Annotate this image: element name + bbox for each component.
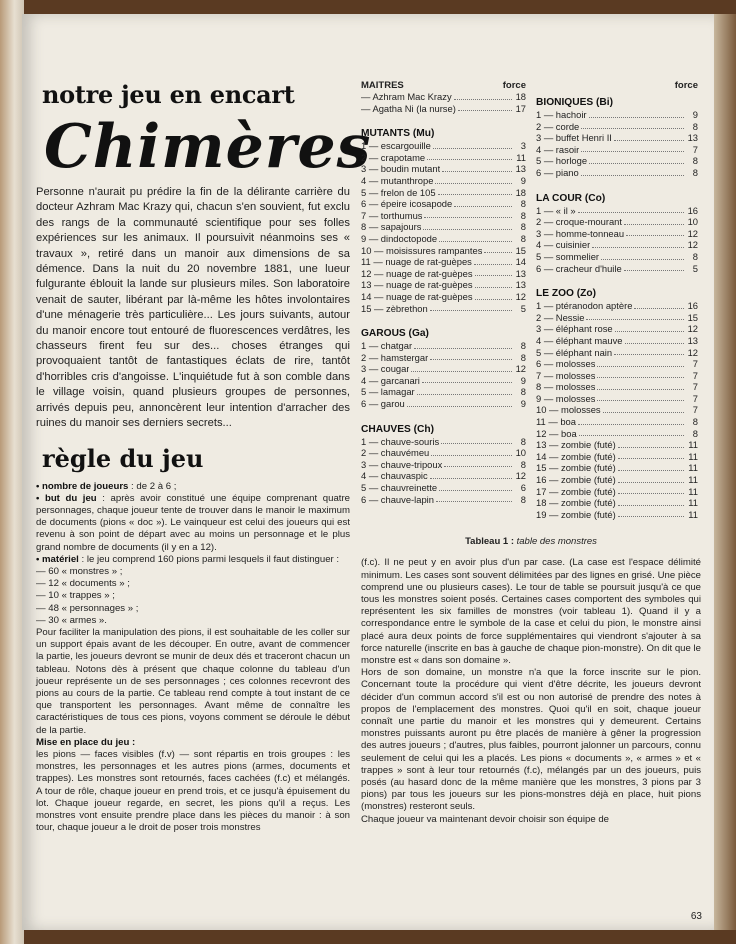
monster-force: 8 bbox=[520, 493, 526, 505]
monster-force: 10 bbox=[515, 447, 526, 459]
monster-name: 2 — corde bbox=[536, 120, 580, 132]
monster-name: 4 — rasoir bbox=[536, 143, 580, 155]
monster-group bbox=[361, 128, 526, 314]
page-stack-edge bbox=[714, 14, 736, 930]
monster-force: 8 bbox=[692, 250, 698, 262]
dot-leader bbox=[454, 91, 512, 100]
rule-label: Mise en place du jeu : bbox=[36, 736, 136, 748]
table-row bbox=[361, 398, 526, 410]
table-row bbox=[361, 91, 526, 103]
table-row bbox=[536, 263, 698, 275]
rule-label: • but du jeu bbox=[36, 492, 97, 504]
table-row bbox=[536, 335, 698, 347]
monster-force: 5 bbox=[520, 302, 526, 314]
monster-force: 11 bbox=[688, 485, 698, 497]
dot-leader bbox=[579, 428, 684, 437]
monster-name: 2 — chauvémeu bbox=[361, 447, 430, 459]
monster-force: 8 bbox=[520, 340, 526, 352]
table-row bbox=[536, 205, 698, 217]
dot-leader bbox=[430, 303, 512, 312]
dot-leader bbox=[581, 121, 684, 130]
dot-leader bbox=[438, 187, 512, 196]
table-row bbox=[361, 233, 526, 245]
monster-group bbox=[361, 80, 526, 114]
monster-name: 13 — nuage de rat-guèpes bbox=[361, 279, 473, 291]
dot-leader bbox=[597, 370, 684, 379]
dot-leader bbox=[597, 358, 684, 367]
monster-force: 8 bbox=[520, 221, 526, 233]
monster-force: 8 bbox=[692, 416, 698, 428]
monster-force: 12 bbox=[515, 470, 526, 482]
monster-name: 4 — chauvaspic bbox=[361, 470, 428, 482]
dot-leader bbox=[442, 163, 512, 172]
monster-force: 8 bbox=[520, 458, 526, 470]
monster-name: 11 — boa bbox=[536, 416, 576, 428]
group-title: LA COUR (Co) bbox=[536, 192, 606, 204]
force-header bbox=[536, 80, 698, 91]
monster-force: 18 bbox=[515, 91, 526, 102]
monster-force: 13 bbox=[687, 334, 698, 346]
rule-label: • nombre de joueurs bbox=[36, 480, 129, 492]
table-row bbox=[361, 198, 526, 210]
monster-name: 6 — épeire icosapode bbox=[361, 198, 453, 210]
monster-force: 16 bbox=[687, 204, 698, 216]
body-paragraph: Hors de son domaine, un monstre n'a que la force inscrite sur le pion. Concernant toute la procédure qui vient d'être décrite, les joueurs devront décider d'un commun accord s'il est ou non autorisé de prendre des notes à propos de l'emplacement des monstres. Quoi qu'il en soit, chaque joueur connaît une partie du manoir et les monstres qui y demeurent. Certains monstres puissants auront pu être placés de manière à gêner la progression des autres joueurs ; d'autres, plus faibles, pourront jalonner un parcours, connu seulement de celui qui les a placés. Les pions « documents », « armes » et « trappes » sont à leur tour retournés (f.c), mélangés par un des joueurs, puis posés (au hasard donc de la même manière que les monstres, 3 pions par 3 pions) par tous les joueurs sur les pions-monstres déjà en place, huit pions (monstres) resteront seuls. bbox=[361, 667, 701, 813]
kicker-heading: notre jeu en encart bbox=[42, 80, 295, 109]
monster-name: 3 — éléphant rose bbox=[536, 323, 613, 335]
monster-force: 12 bbox=[515, 363, 526, 375]
table-row bbox=[361, 279, 526, 291]
monster-force: 11 bbox=[688, 450, 698, 462]
monster-name: 2 — hamstergar bbox=[361, 351, 429, 363]
monster-force: 12 bbox=[687, 227, 698, 239]
dot-leader bbox=[581, 144, 684, 153]
dot-leader bbox=[439, 482, 512, 491]
dot-leader bbox=[414, 340, 512, 349]
monster-force: 8 bbox=[692, 427, 698, 439]
table-row bbox=[361, 152, 526, 164]
caption-text: table des monstres bbox=[514, 536, 597, 548]
dot-leader bbox=[423, 221, 512, 230]
monster-name: 5 — horloge bbox=[536, 155, 588, 167]
monster-force: 7 bbox=[692, 392, 698, 404]
monster-name: 1 — escargouille bbox=[361, 140, 431, 152]
dot-leader bbox=[439, 233, 512, 242]
intro-paragraph: Personne n'aurait pu prédire la fin de la délirante carrière du docteur Azhram Mac Krazy qui, chacun s'en souvient, fut exclu des rangs de la communauté scientifique pour ses folles expériences sur les animaux. Il poursuivit néanmoins ses « travaux », retiré dans un manoir aux dimensions de sa démence. Dans la nuit du 20 novembre 1881, une lueur fulgurante éblouit la lande sur plusieurs miles. Son laboratoire venait de sauter, libérant par là-même les hôtes involontaires d'une ménagerie très particulière... Les jours suivants, autour du manoir encore tout entouré de fluorescences verdâtres, les chasseurs firent feu sur des... choses étranges qui provoquaient tantôt de fantastiques éclats de rire, tantôt d'horribles cris d'angoisse. L'inquiétude fut à son comble dans le village voisin, quand plusieurs groupes de personnes, arrivés depuis peu, annoncèrent leur intention d'arracher des ruines du manoir ses derniers secrets... bbox=[36, 186, 350, 430]
list-item: — 12 « documents » ; bbox=[36, 578, 130, 590]
table-row bbox=[361, 436, 526, 448]
monster-force: 13 bbox=[515, 279, 526, 291]
table-row bbox=[536, 167, 698, 179]
table-row bbox=[536, 416, 698, 428]
monster-name: 1 — chauve-souris bbox=[361, 435, 440, 447]
table-row bbox=[536, 358, 698, 370]
monster-force: 7 bbox=[692, 369, 698, 381]
table-row bbox=[536, 393, 698, 405]
monster-name: 16 — zombie (futé) bbox=[536, 474, 616, 486]
monster-force: 15 bbox=[687, 311, 698, 323]
monster-name: 13 — zombie (futé) bbox=[536, 439, 616, 451]
table-row bbox=[361, 291, 526, 303]
table-row bbox=[536, 144, 698, 156]
monster-force: 9 bbox=[520, 374, 526, 386]
facing-page-edge bbox=[0, 0, 24, 944]
monster-name: 4 — cuisinier bbox=[536, 239, 591, 251]
monster-name: 8 — sapajours bbox=[361, 221, 422, 233]
table-row bbox=[361, 175, 526, 187]
monster-force: 6 bbox=[520, 482, 526, 494]
dot-leader bbox=[436, 494, 512, 503]
table-row bbox=[536, 509, 698, 521]
dot-leader bbox=[433, 140, 512, 149]
monster-force: 8 bbox=[692, 166, 698, 178]
monster-name: 2 — Nessie bbox=[536, 311, 585, 323]
list-item: — 30 « armes ». bbox=[36, 614, 107, 626]
dot-leader bbox=[578, 205, 684, 214]
table-row bbox=[536, 439, 698, 451]
monster-group bbox=[536, 97, 698, 179]
monster-name: 15 — zombie (futé) bbox=[536, 462, 616, 474]
rules-heading: règle du jeu bbox=[42, 443, 204, 473]
list-item: — 10 « trappes » ; bbox=[36, 590, 115, 602]
monster-name: 18 — zombie (futé) bbox=[536, 497, 616, 509]
table-row bbox=[536, 347, 698, 359]
table-row bbox=[536, 228, 698, 240]
dot-leader bbox=[618, 497, 684, 506]
table-row bbox=[536, 404, 698, 416]
monster-force: 11 bbox=[688, 508, 698, 520]
monster-name: 10 — molosses bbox=[536, 404, 601, 416]
body-paragraph: (f.c). Il ne peut y en avoir plus d'un par case. (La case est l'espace délimité minimum. Les cases sont souvent délimitées par des lignes en grisé. Une pièce comprend une ou plusieurs cases). Le tour de table se poursuit jusqu'à ce que tous les monstres soient posés. Certaines cases comportent des symboles qui représentent les six familles de monstres (voir tableau 1). Quand il y a correspondance entre le symbole de la case et celui du pion, le monstre ainsi placé aura deux points de force supplémentaires qui viendront s'ajouter à sa force naturelle (inscrite en bas à gauche de chaque pion-monstre). On dit que le monstre est « dans son domaine ». bbox=[361, 557, 701, 667]
table-row bbox=[536, 251, 698, 263]
magazine-page bbox=[22, 14, 716, 930]
dot-leader bbox=[589, 155, 684, 164]
monster-force: 11 bbox=[688, 462, 698, 474]
dot-leader bbox=[614, 347, 684, 356]
rule-text: : le jeu comprend 160 pions parmi lesquels il faut distinguer : bbox=[78, 553, 340, 565]
table-row bbox=[536, 381, 698, 393]
table-row bbox=[536, 121, 698, 133]
dot-leader bbox=[626, 228, 684, 237]
monster-force: 9 bbox=[520, 174, 526, 186]
monster-force: 12 bbox=[687, 239, 698, 251]
monster-name: 1 — hachoir bbox=[536, 109, 587, 120]
table-row bbox=[361, 470, 526, 482]
table-row bbox=[536, 428, 698, 440]
caption-label: Tableau 1 : bbox=[465, 536, 514, 548]
monster-name: 7 — molosses bbox=[536, 369, 596, 381]
monster-name: 6 — garou bbox=[361, 398, 405, 410]
table-row bbox=[361, 386, 526, 398]
monster-force: 7 bbox=[692, 143, 698, 155]
monster-force: 8 bbox=[520, 435, 526, 447]
group-title: LE ZOO (Zo) bbox=[536, 288, 596, 300]
table-row bbox=[536, 497, 698, 509]
dot-leader bbox=[614, 132, 684, 141]
page-number: 63 bbox=[690, 911, 702, 922]
dot-leader bbox=[454, 198, 512, 207]
dot-leader bbox=[586, 312, 684, 321]
table-row bbox=[361, 163, 526, 175]
monster-name: 2 — croque-mourant bbox=[536, 216, 622, 228]
monster-force: 12 bbox=[687, 323, 698, 335]
table-row bbox=[361, 140, 526, 152]
force-label: force bbox=[674, 80, 698, 91]
dot-leader bbox=[475, 279, 512, 288]
dot-leader bbox=[624, 263, 684, 272]
table-row bbox=[361, 303, 526, 315]
monster-force: 15 bbox=[515, 244, 526, 256]
list-item: — 60 « monstres » ; bbox=[36, 565, 123, 577]
body-paragraph: Chaque joueur va maintenant devoir choisir son équipe de bbox=[361, 813, 609, 825]
monster-force: 11 bbox=[688, 474, 698, 486]
table-row bbox=[536, 486, 698, 498]
monster-group bbox=[536, 288, 698, 520]
monster-name: 12 — nuage de rat-guèpes bbox=[361, 267, 473, 279]
monster-group bbox=[361, 424, 526, 506]
table-row bbox=[536, 462, 698, 474]
monster-force: 8 bbox=[520, 386, 526, 398]
rule-paragraph: Pour faciliter la manipulation des pions, il est souhaitable de les coller sur un support épais avant de les découper. En outre, avant de commencer la partie, les joueurs devront se munir de deux dés et traceront chacun un tableau. Notons dès à présent que chaque colonne du tableau d'un joueur représente un de ses personnages ; ces colonnes recevront des pions au cours de la partie. Ce tableau rend compte à tout instant de ce que transportent les personnages. Avant même de connaître les caractéristiques de tous ces pions, voyons comment se déroule le début de la partie. bbox=[36, 626, 350, 736]
dot-leader bbox=[597, 381, 684, 390]
monster-name: 7 — torthumus bbox=[361, 209, 423, 221]
monster-name: 2 — crapotame bbox=[361, 151, 426, 163]
dot-leader bbox=[589, 109, 684, 118]
table-row bbox=[361, 352, 526, 364]
monster-name: 5 — sommelier bbox=[536, 250, 600, 262]
table-row bbox=[536, 239, 698, 251]
table-row bbox=[361, 245, 526, 257]
table-row bbox=[536, 132, 698, 144]
table-row bbox=[361, 268, 526, 280]
monster-force: 17 bbox=[515, 102, 526, 114]
dot-leader bbox=[441, 436, 512, 445]
dot-leader bbox=[444, 459, 512, 468]
monster-force: 9 bbox=[520, 398, 526, 410]
dot-leader bbox=[618, 451, 684, 460]
monster-table-left bbox=[361, 80, 526, 534]
monster-name: 15 — zèbrethon bbox=[361, 302, 428, 314]
dot-leader bbox=[407, 398, 512, 407]
dot-leader bbox=[474, 256, 512, 265]
monster-name: 19 — zombie (futé) bbox=[536, 508, 616, 520]
dot-leader bbox=[618, 462, 684, 471]
monster-force: 13 bbox=[515, 163, 526, 175]
monster-name: 3 — homme-tonneau bbox=[536, 227, 625, 239]
group-title: MUTANTS (Mu) bbox=[361, 128, 435, 140]
table-row bbox=[536, 323, 698, 335]
rule-text: : de 2 à 6 ; bbox=[128, 480, 177, 492]
monster-name: 1 — « il » bbox=[536, 204, 576, 216]
table-row bbox=[361, 340, 526, 352]
table-row bbox=[536, 474, 698, 486]
dot-leader bbox=[430, 352, 512, 361]
rule-label: • matériel bbox=[36, 553, 79, 565]
monster-force: 7 bbox=[692, 381, 698, 393]
monster-force: 8 bbox=[692, 120, 698, 132]
dot-leader bbox=[435, 175, 512, 184]
dot-leader bbox=[624, 216, 684, 225]
monster-group bbox=[361, 328, 526, 410]
monster-force: 11 bbox=[688, 439, 698, 451]
table-row bbox=[361, 187, 526, 199]
monster-name: 9 — molosses bbox=[536, 392, 596, 404]
rule-paragraph: les pions — faces visibles (f.v) — sont répartis en trois groupes : les monstres, les personnages et les autres pions (armes, documents et trappes). Les monstres sont retournés, faces cachées (f.c) et mélangés. A tour de rôle, chaque joueur en prend trois, et ce jusqu'à épuisement du lot. Chaque joueur regarde, en secret, les pions qu'il a reçus. Les monstres vont ensuite prendre place dans les pièces du manoir : à son tour, chaque joueur a le droit de poser trois monstres bbox=[36, 748, 350, 834]
rule-text: : après avoir constitué une équipe comprenant quatre personnages, chaque joueur tente de trouver dans le manoir le maximum de documents (pions « doc »). Le vainqueur est celui des joueurs qui est revenu à son point de départ avec au moins un personnage et le plus grand nombre de documents (il y en a 12). bbox=[36, 492, 350, 553]
monster-name: 5 — frelon de 105 bbox=[361, 186, 436, 198]
dot-leader bbox=[422, 375, 512, 384]
dot-leader bbox=[417, 386, 512, 395]
dot-leader bbox=[581, 167, 684, 176]
monster-name: 1 — ptéranodon aptère bbox=[536, 300, 633, 312]
monster-name: 6 — cracheur d'huile bbox=[536, 262, 622, 274]
table-row bbox=[361, 375, 526, 387]
monster-force: 9 bbox=[692, 109, 698, 120]
monster-force: 13 bbox=[687, 132, 698, 144]
dot-leader bbox=[603, 404, 684, 413]
monster-name: 5 — lamagar bbox=[361, 386, 415, 398]
monster-name: 3 — boudin mutant bbox=[361, 163, 441, 175]
table-row bbox=[536, 109, 698, 121]
monster-force: 14 bbox=[515, 256, 526, 268]
monster-force: 5 bbox=[692, 262, 698, 274]
monster-force: 12 bbox=[515, 290, 526, 302]
monster-name: 3 — buffet Henri II bbox=[536, 132, 612, 144]
dot-leader bbox=[484, 245, 512, 254]
table-row bbox=[361, 482, 526, 494]
dot-leader bbox=[615, 323, 684, 332]
table-row bbox=[536, 451, 698, 463]
dot-leader bbox=[618, 509, 684, 518]
monster-force: 12 bbox=[687, 346, 698, 358]
monster-name: 17 — zombie (futé) bbox=[536, 485, 616, 497]
monster-name: 4 — mutanthrope bbox=[361, 174, 434, 186]
monster-force: 7 bbox=[692, 404, 698, 416]
left-column bbox=[36, 74, 372, 834]
monster-force: 11 bbox=[688, 497, 698, 509]
table-row bbox=[361, 103, 526, 115]
right-column bbox=[361, 80, 701, 826]
table-caption bbox=[361, 536, 701, 547]
monster-force: 8 bbox=[520, 198, 526, 210]
monster-force: 16 bbox=[687, 300, 698, 312]
monster-name: 5 — chauvreinette bbox=[361, 482, 438, 494]
monster-force: 13 bbox=[515, 267, 526, 279]
monster-table bbox=[361, 80, 701, 534]
monster-name: — Azhram Mac Krazy bbox=[361, 91, 452, 102]
table-row bbox=[361, 494, 526, 506]
monster-name: 14 — nuage de rat-guèpes bbox=[361, 290, 473, 302]
monster-force: 11 bbox=[516, 151, 526, 163]
dot-leader bbox=[427, 152, 512, 161]
dot-leader bbox=[625, 335, 684, 344]
monster-name: 4 — garcanari bbox=[361, 374, 420, 386]
dot-leader bbox=[634, 300, 684, 309]
monster-name: 14 — zombie (futé) bbox=[536, 450, 616, 462]
monster-group bbox=[536, 193, 698, 275]
group-title: BIONIQUES (Bi) bbox=[536, 97, 613, 108]
monster-force: 8 bbox=[692, 155, 698, 167]
monster-name: 3 — cougar bbox=[361, 363, 410, 375]
rules-text bbox=[36, 481, 350, 835]
dot-leader bbox=[475, 291, 512, 300]
page-title: Chimères bbox=[44, 112, 372, 182]
monster-name: 11 — nuage de rat-guèpes bbox=[361, 256, 472, 268]
table-row bbox=[361, 447, 526, 459]
monster-name: 1 — chatgar bbox=[361, 340, 413, 352]
monster-name: 12 — boa bbox=[536, 427, 577, 439]
monster-table-right bbox=[536, 80, 698, 534]
table-row bbox=[536, 155, 698, 167]
monster-force: 18 bbox=[515, 186, 526, 198]
monster-name: 3 — chauve-tripoux bbox=[361, 458, 443, 470]
monster-force: 8 bbox=[520, 351, 526, 363]
dot-leader bbox=[618, 486, 684, 495]
monster-name: 5 — éléphant nain bbox=[536, 346, 613, 358]
dot-leader bbox=[424, 210, 512, 219]
monster-force: 7 bbox=[692, 358, 698, 370]
dot-leader bbox=[411, 363, 512, 372]
dot-leader bbox=[431, 447, 512, 456]
monster-force: 8 bbox=[520, 209, 526, 221]
monster-name: 6 — chauve-lapin bbox=[361, 493, 434, 505]
body-text bbox=[361, 557, 701, 825]
table-row bbox=[536, 216, 698, 228]
table-row bbox=[536, 312, 698, 324]
group-title: MAITRES bbox=[361, 80, 404, 91]
monster-force: 8 bbox=[520, 232, 526, 244]
dot-leader bbox=[592, 239, 684, 248]
dot-leader bbox=[578, 416, 684, 425]
dot-leader bbox=[597, 393, 684, 402]
table-row bbox=[361, 363, 526, 375]
dot-leader bbox=[430, 470, 512, 479]
table-row bbox=[361, 256, 526, 268]
monster-name: 6 — piano bbox=[536, 166, 579, 178]
dot-leader bbox=[618, 439, 684, 448]
group-header bbox=[361, 80, 526, 91]
monster-force: 10 bbox=[687, 216, 698, 228]
group-title: CHAUVES (Ch) bbox=[361, 423, 435, 435]
table-row bbox=[361, 459, 526, 471]
monster-force: 3 bbox=[520, 140, 526, 152]
dot-leader bbox=[601, 251, 684, 260]
dot-leader bbox=[458, 103, 512, 112]
table-row bbox=[361, 221, 526, 233]
list-item: — 48 « personnages » ; bbox=[36, 602, 139, 614]
monster-name: 6 — molosses bbox=[536, 358, 596, 370]
monster-name: 9 — dindoctopode bbox=[361, 232, 438, 244]
dot-leader bbox=[618, 474, 684, 483]
table-row bbox=[536, 300, 698, 312]
monster-name: 4 — éléphant mauve bbox=[536, 334, 623, 346]
table-row bbox=[536, 370, 698, 382]
force-label: force bbox=[502, 80, 526, 91]
monster-name: 10 — moisissures rampantes bbox=[361, 244, 483, 256]
monster-name: — Agatha Ni (la nurse) bbox=[361, 102, 456, 114]
group-title: GAROUS (Ga) bbox=[361, 328, 429, 340]
table-row bbox=[361, 210, 526, 222]
monster-name: 8 — molosses bbox=[536, 381, 596, 393]
dot-leader bbox=[475, 268, 512, 277]
